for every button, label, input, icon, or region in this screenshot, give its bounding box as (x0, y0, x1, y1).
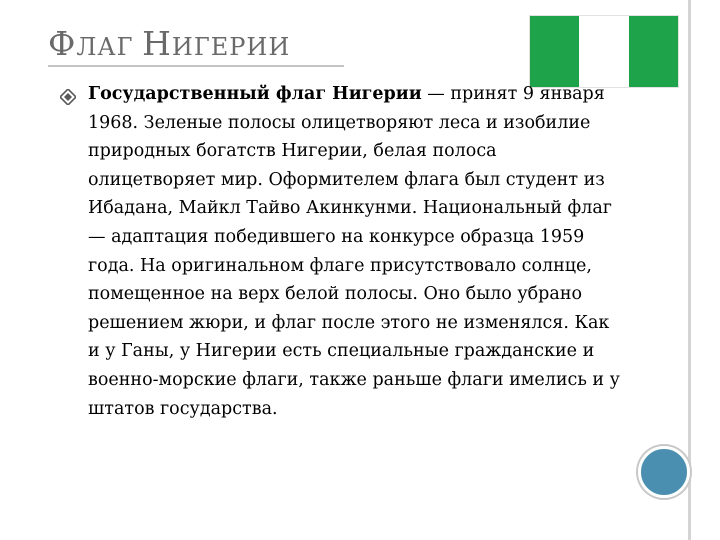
title-block (48, 24, 528, 67)
title-underline (48, 65, 344, 67)
diamond-bullet-icon (60, 89, 76, 105)
slide-title (48, 24, 528, 63)
bullet-paragraph (88, 80, 620, 423)
bullet-item (60, 80, 620, 423)
nigeria-flag-image (530, 16, 678, 87)
flag-stripe-left (530, 16, 579, 87)
flag-stripe-center (579, 16, 628, 87)
right-border-line (688, 0, 691, 540)
bullet-lead-text: Государственный флаг Нигерии (88, 84, 422, 104)
title-initial-2: Н (142, 24, 172, 63)
title-space (134, 33, 143, 61)
title-word-2: ИГЕРИИ (171, 33, 291, 61)
title-word-1: ЛАГ (76, 33, 134, 61)
decorative-circle (638, 446, 690, 498)
bullet-body-text: — принят 9 января 1968. Зеленые полосы олицетворяют леса и изобилие природных богатств Нигерии, белая полоса олицетворяет мир. Оформителем флага был студент из Ибадана, Майкл Тайво Акинкунми. Национальный флаг — адаптация победившего на конкурсе образца 1959 года. На оригинальном флаге присутствовало солнце, помещенное на верх белой полосы. Оно было убрано решением жюри, и флаг после этого не изменялся. Как и у Ганы, у Нигерии есть специальные гражданские и военно-морские флаги, также раньше флаги имелись и у штатов государства. (88, 84, 620, 419)
title-initial-1: Ф (48, 24, 77, 63)
flag-stripe-right (629, 16, 678, 87)
